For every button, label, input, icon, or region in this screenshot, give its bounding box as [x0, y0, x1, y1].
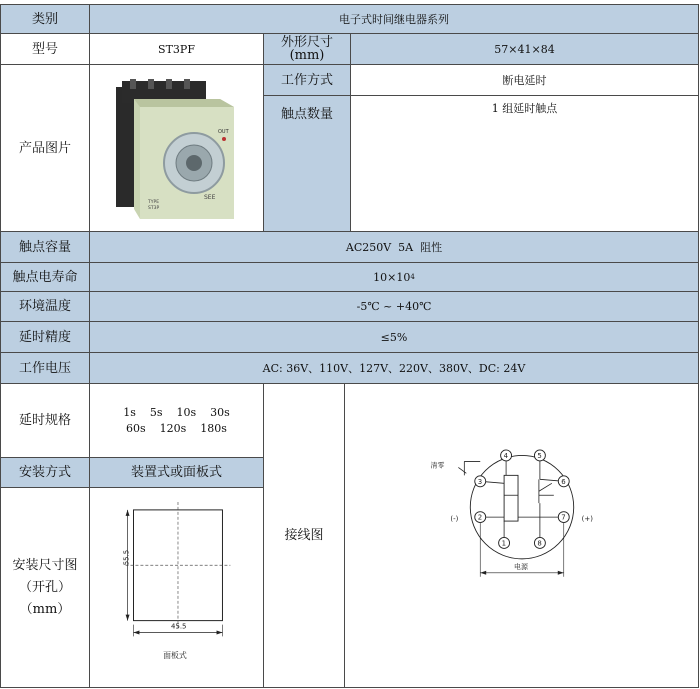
pin-8	[534, 537, 545, 548]
wiring-diagram	[345, 383, 698, 688]
product-image-label-cell	[0, 64, 90, 232]
product-image-label: 产品图片	[18, 140, 71, 156]
voltage-value: AC: 36V、110V、127V、220V、380V、DC: 24V	[262, 361, 526, 375]
work-mode-value-cell	[350, 64, 699, 96]
wiring-diagram-cell	[344, 383, 699, 688]
work-mode-label: 工作方式	[280, 72, 333, 88]
pin-8-label: 8	[537, 539, 542, 548]
contact-count-label: 触点数量	[280, 107, 333, 122]
contact-capacity-label-cell	[0, 231, 90, 263]
model-value: ST3PF	[158, 42, 195, 56]
ambient-temp-value: -5℃ ~ +40℃	[356, 300, 432, 313]
install-mode-value-cell	[89, 457, 264, 488]
pin-3-label: 3	[477, 477, 483, 486]
dimensions-value: 57×41×84	[494, 42, 555, 56]
dimensions-label: 外形尺寸 (mm)	[280, 35, 333, 63]
work-mode-value: 断电延时	[502, 73, 547, 87]
wiring-label-cell	[263, 383, 345, 688]
model-label-cell	[0, 33, 90, 65]
electrical-life-label-cell	[0, 262, 90, 292]
plus-label: (+)	[581, 515, 593, 524]
install-mode-label-cell	[0, 457, 90, 488]
device-model-text: ST3P	[147, 206, 159, 211]
height-dimension: 55.5	[122, 549, 131, 566]
device-brand-text: SEE	[203, 194, 215, 201]
delay-spec-label: 延时规格	[18, 413, 71, 428]
install-mode-value: 装置式或面板式	[130, 465, 222, 480]
electrical-life-value-cell	[89, 262, 699, 292]
voltage-value-cell	[89, 352, 699, 384]
dimensions-label-cell	[263, 33, 351, 65]
delay-spec-line2: 60s 120s 180s	[126, 421, 227, 435]
pin-4-label: 4	[503, 451, 509, 460]
category-value: 电子式时间继电器系列	[339, 12, 449, 26]
pin-7	[558, 512, 569, 523]
delay-spec-value-cell	[89, 383, 264, 458]
pin-7-label: 7	[561, 513, 566, 522]
panel-cutout-drawing	[90, 487, 263, 688]
ambient-temp-label: 环境温度	[18, 299, 71, 314]
contact-capacity-label: 触点容量	[18, 239, 71, 255]
pin-5	[534, 450, 545, 461]
delay-spec-line1: 1s 5s 10s 30s	[123, 405, 230, 419]
voltage-label: 工作电压	[18, 360, 71, 376]
electrical-life-exponent: 4	[410, 272, 415, 281]
install-dims-label: 安装尺寸图 （开孔） （mm）	[12, 557, 78, 617]
voltage-label-cell	[0, 352, 90, 384]
category-label: 类别	[31, 11, 58, 27]
contact-count-label-cell	[263, 95, 351, 232]
pin-6-label: 6	[561, 477, 566, 486]
device-type-text: TYPE	[147, 200, 159, 205]
product-image-cell	[89, 64, 264, 232]
pin-4	[501, 450, 512, 461]
model-value-cell	[89, 33, 264, 65]
delay-accuracy-value: ≤5%	[380, 330, 408, 344]
pin-1-label: 1	[501, 539, 507, 548]
contact-capacity-value: AC250V 5A 阻性	[345, 240, 443, 254]
width-dimension: 45.5	[171, 622, 187, 631]
install-mode-label: 安装方式	[18, 465, 71, 480]
pin-2-label: 2	[477, 513, 483, 522]
minus-label: (-)	[450, 515, 459, 524]
ambient-temp-value-cell	[89, 291, 699, 322]
category-label-cell	[0, 4, 90, 34]
contact-count-value: 1 组延时触点	[491, 102, 558, 115]
electrical-life-label: 触点电寿命	[12, 269, 78, 285]
pin-6	[558, 476, 569, 487]
delay-accuracy-label: 延时精度	[18, 329, 71, 345]
ambient-temp-label-cell	[0, 291, 90, 322]
dimensions-value-cell	[350, 33, 699, 65]
device-out-text: OUT	[217, 129, 229, 135]
reset-label: 清零	[430, 461, 445, 470]
pin-5-label: 5	[537, 451, 542, 460]
pin-3	[475, 476, 486, 487]
install-dims-drawing-cell	[89, 487, 264, 688]
contact-capacity-value-cell	[89, 231, 699, 263]
relay-product-image	[112, 73, 242, 223]
delay-spec-label-cell	[0, 383, 90, 458]
model-label: 型号	[31, 41, 58, 57]
panel-caption: 面板式	[163, 651, 187, 661]
pin-1	[499, 537, 510, 548]
wiring-label: 接线图	[284, 528, 324, 543]
contact-count-value-cell	[350, 95, 699, 232]
category-value-cell	[89, 4, 699, 34]
power-label: 电源	[514, 562, 528, 571]
electrical-life-value: 10×10	[373, 270, 411, 284]
pin-2	[475, 512, 486, 523]
install-dims-label-cell	[0, 487, 90, 688]
delay-accuracy-value-cell	[89, 321, 699, 353]
work-mode-label-cell	[263, 64, 351, 96]
delay-accuracy-label-cell	[0, 321, 90, 353]
